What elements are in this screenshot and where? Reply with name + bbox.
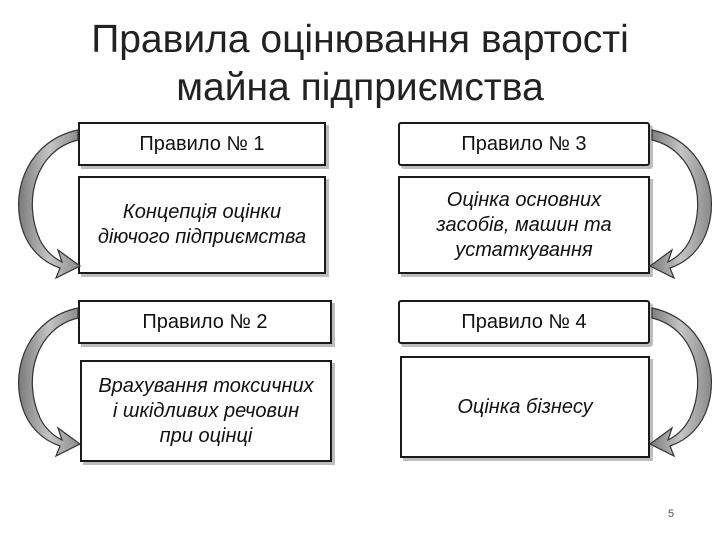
page-number: 5 [668, 508, 675, 520]
page-title-line-1: Правила оцінювання вартості [91, 18, 629, 61]
rule-1-line-1: Концепція оцінки [122, 201, 282, 223]
curved-arrow-icon [19, 308, 80, 456]
curved-arrow-icon [650, 130, 711, 278]
rule-3-line-3: устаткування [455, 238, 593, 261]
rule-1-line-2: діючого підприємства [97, 226, 307, 248]
curved-arrow-icon [650, 308, 711, 456]
rule-2-line-3: при оцінці [159, 424, 253, 447]
page-title-line-2: майна підприємства [176, 66, 544, 109]
rule-2-line-1: Врахування токсичних [98, 374, 314, 397]
curved-arrow-icon [19, 130, 80, 278]
rule-2-header-label: Правило № 2 [142, 310, 268, 333]
rule-3-line-2: засобів, машин та [436, 213, 612, 236]
rule-4-line-1: Оцінка бізнесу [457, 395, 593, 418]
rule-4-header-label: Правило № 4 [461, 310, 587, 333]
rule-3-line-1: Оцінка основних [446, 188, 602, 211]
rule-1-header-label: Правило № 1 [139, 132, 265, 155]
rule-3-header-label: Правило № 3 [461, 132, 587, 155]
rule-2-line-2: і шкідливих речовин [112, 399, 300, 422]
